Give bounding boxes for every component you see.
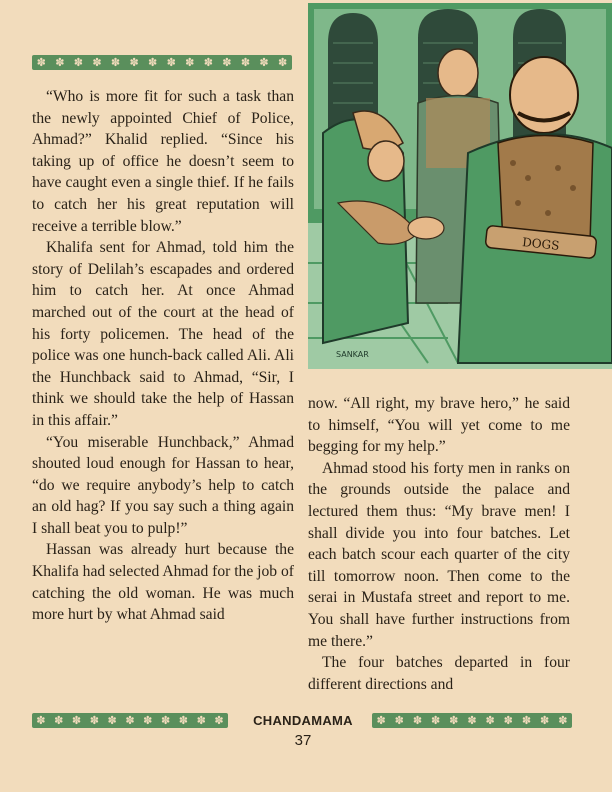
paragraph: Ahmad stood his forty men in ranks on the grounds outside the palace and lectured them thus: “My brave men! I shall divide you into four batches. Let each batch scour each quarter of the city till tomorrow noon. Then come to the serai in Mustafa street and report to me. You shall have further instructions from me there.” <box>308 459 570 650</box>
paragraph: now. “All right, my brave hero,” he said to himself, “You will yet come to me begging for my help.” <box>308 395 570 456</box>
paragraph: Khalifa sent for Ahmad, told him the story of Delilah’s escapades and ordered him to catch her. At once Ahmad marched out of the court at the head of his forty policemen. The head of the police was one hunch-back called Ali. Ali the Hunchback said to Ahmad, “Sir, I think we should take the help of Hassan in this affair.” <box>32 239 294 429</box>
magazine-title: CHANDAMAMA <box>253 713 353 728</box>
decorative-border-bottom-left: ✽ ✽ ✽ ✽ ✽ ✽ ✽ ✽ ✽ ✽ ✽ <box>32 713 228 728</box>
story-illustration <box>308 3 612 369</box>
paragraph: The four batches departed in four different directions and <box>308 654 570 693</box>
decorative-border-top: ✽ ✽ ✽ ✽ ✽ ✽ ✽ ✽ ✽ ✽ ✽ ✽ ✽ ✽ <box>32 55 292 70</box>
paragraph: “Who is more fit for such a task than the newly appointed Chief of Police, Ahmad?” Khalid replied. “Since his taking up of office he doesn’t seem to have caught even a single thief. If he fails to catch her his great reputation will receive a terrible blow.” <box>32 88 294 235</box>
left-column-text <box>32 86 294 626</box>
paragraph: “You miserable Hunchback,” Ahmad shouted loud enough for Hassan to hear, “do we require anybody’s help to catch an old hag? If you say such a thing again I shall beat you to pulp!” <box>32 433 294 537</box>
paragraph: Hassan was already hurt because the Khalifa had selected Ahmad for the job of catching the old woman. He was much more hurt by what Ahmad said <box>32 541 294 624</box>
artist-signature: SANKAR <box>336 350 369 359</box>
decorative-border-bottom-right: ✽ ✽ ✽ ✽ ✽ ✽ ✽ ✽ ✽ ✽ ✽ <box>372 713 572 728</box>
page-number: 37 <box>294 732 312 749</box>
right-column-text <box>308 393 570 695</box>
belt-text: DOGS <box>521 235 561 253</box>
